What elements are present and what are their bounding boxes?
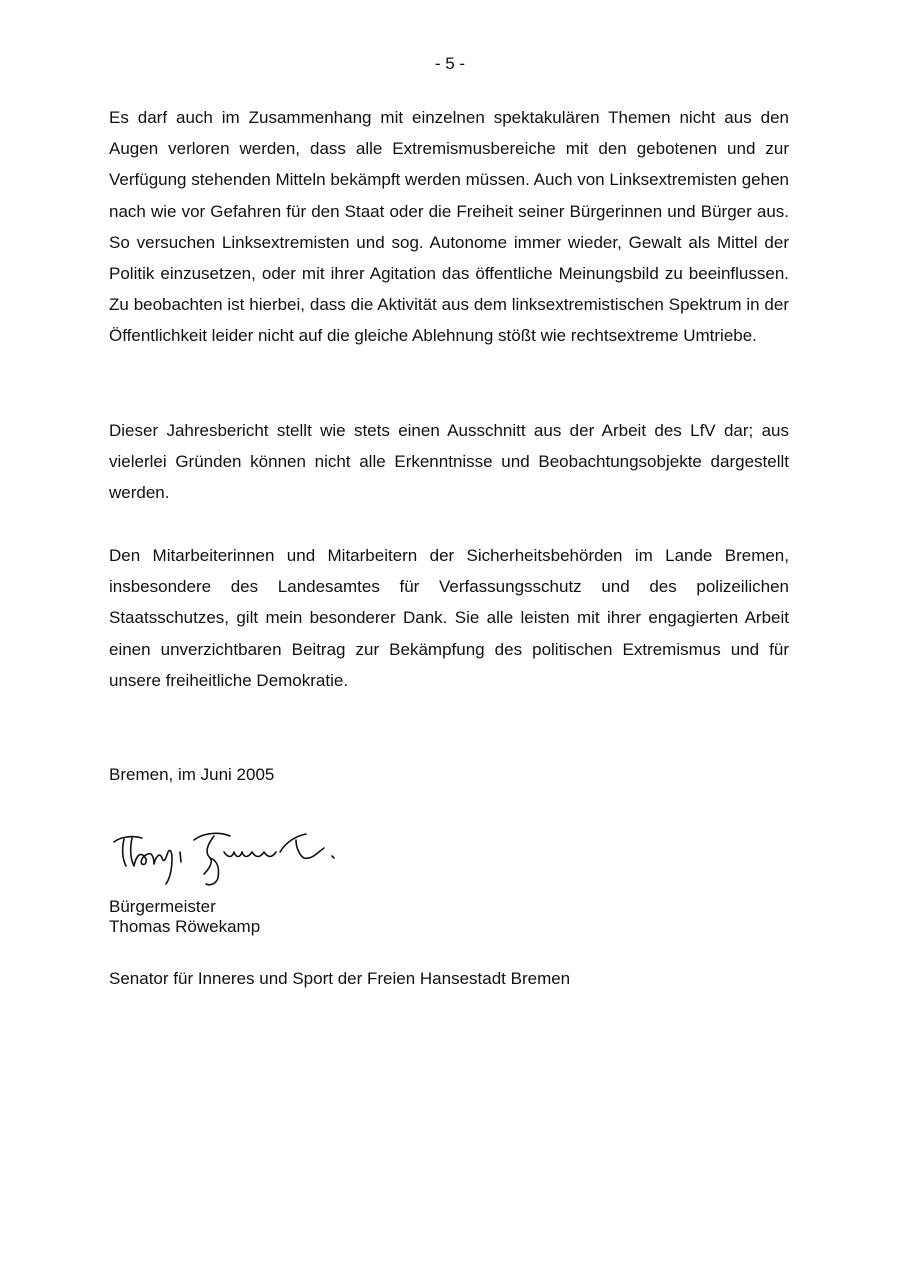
paragraph-annual-report: Dieser Jahresbericht stellt wie stets einen Ausschnitt aus der Arbeit des LfV dar; aus vielerlei Gründen können nicht alle Erkenntnisse und Beobachtungsobjekte dargestellt werden. (109, 421, 789, 503)
page-number: - 5 - (434, 54, 466, 73)
signatory-name: Thomas Röwekamp (109, 917, 261, 936)
paragraph-thanks: Den Mitarbeiterinnen und Mitarbeitern der Sicherheitsbehörden im Lande Bremen, insbesondere des Landesamtes für Verfassungsschutz und des polizeilichen Staatsschutzes, gilt mein besonderer Dank. Sie alle leisten mit ihrer engagierten Arbeit einen unverzichtbaren Beitrag zur Bekämpfung des politischen Extremismus und für unsere freiheitliche Demokratie. (109, 546, 789, 690)
paragraph-extremism: Es darf auch im Zusammenhang mit einzelnen spektakulären Themen nicht aus den Augen verloren werden, dass alle Extremismusbereiche mit den gebotenen und zur Verfügung stehenden Mitteln bekämpft werden müssen. Auch von Linksextremisten gehen nach wie vor Gefahren für den Staat oder die Freiheit seiner Bürgerinnen und Bürger aus. So versuchen Linksextremisten und sog. Autonome immer wieder, Gewalt als Mittel der Politik einzusetzen, oder mit ihrer Agitation das öffentliche Meinungsbild zu beeinflussen. Zu beobachten ist hierbei, dass die Aktivität aus dem linksextremistischen Spektrum in der Öffentlichkeit leider nicht auf die gleiche Ablehnung stößt wie rechtsextreme Umtriebe. (109, 108, 789, 346)
place-date: Bremen, im Juni 2005 (109, 765, 275, 784)
signature-icon (110, 822, 342, 890)
signatory-title: Bürgermeister (109, 897, 216, 916)
signatory-position: Senator für Inneres und Sport der Freien Hansestadt Bremen (109, 969, 571, 988)
